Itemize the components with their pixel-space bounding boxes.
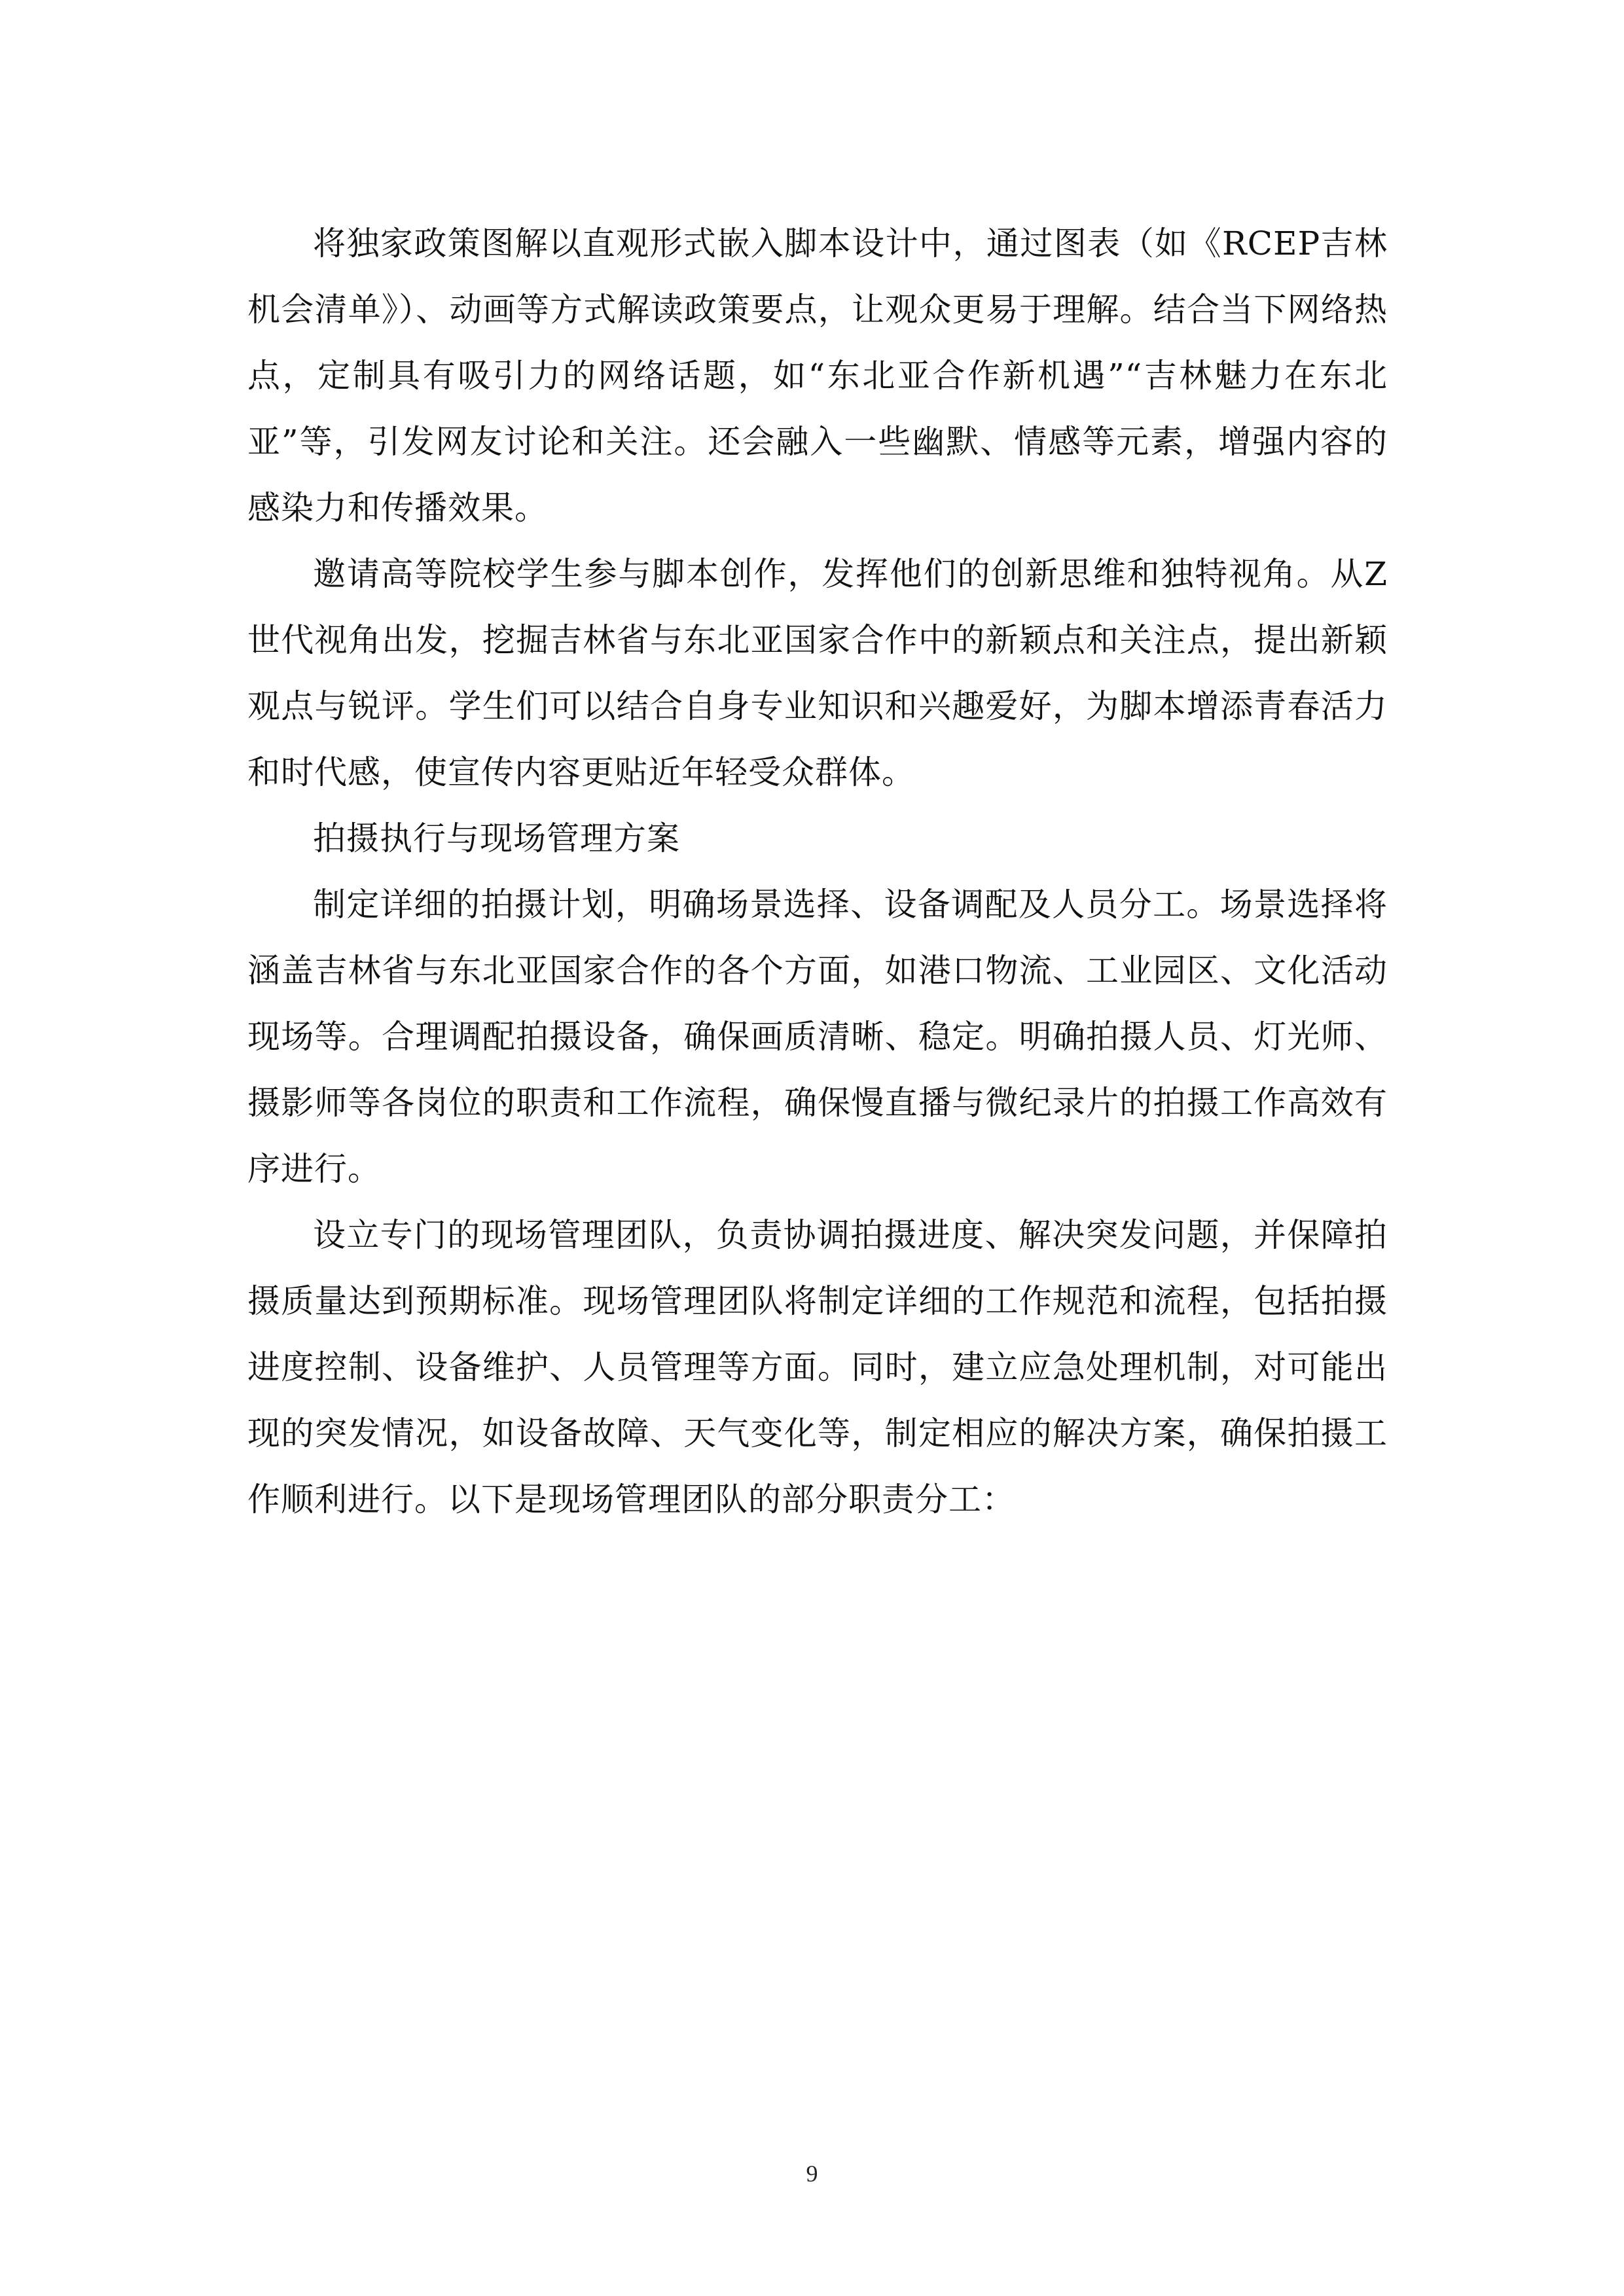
paragraph-shooting-plan: 制定详细的拍摄计划，明确场景选择、设备调配及人员分工。场景选择将涵盖吉林省与东北亚国家合作的各个方面，如港口物流、工业园区、文化活动现场等。合理调配拍摄设备，确保画质清晰、稳定。明确拍摄人员、灯光师、摄影师等各岗位的职责和工作流程，确保慢直播与微纪录片的拍摄工作高效有序进行。 [247,886,1388,1188]
paragraph-policy-graphics: 将独家政策图解以直观形式嵌入脚本设计中，通过图表（如《RCEP吉林机会清单》）、动画等方式解读政策要点，让观众更易于理解。结合当下网络热点，定制具有吸引力的网络话题，如“东北亚合作新机遇”“吉林魅力在东北亚”等，引发网友讨论和关注。还会融入一些幽默、情感等元素，增强内容的感染力和传播效果。 [247,224,1388,527]
section-heading: 拍摄执行与现场管理方案 [313,819,680,857]
page-content [247,211,1388,1533]
paragraph-student-scripts: 邀请高等院校学生参与脚本创作，发挥他们的创新思维和独特视角。从Z世代视角出发，挖掘吉林省与东北亚国家合作中的新颖点和关注点，提出新颖观点与锐评。学生们可以结合自身专业知识和兴趣爱好，为脚本增添青春活力和时代感，使宣传内容更贴近年轻受众群体。 [247,555,1388,791]
paragraph-site-management: 设立专门的现场管理团队，负责协调拍摄进度、解决突发问题，并保障拍摄质量达到预期标准。现场管理团队将制定详细的工作规范和流程，包括拍摄进度控制、设备维护、人员管理等方面。同时，建立应急处理机制，对可能出现的突发情况，如设备故障、天气变化等，制定相应的解决方案，确保拍摄工作顺利进行。以下是现场管理团队的部分职责分工： [247,1216,1388,1518]
page-number: 9 [806,2161,818,2187]
